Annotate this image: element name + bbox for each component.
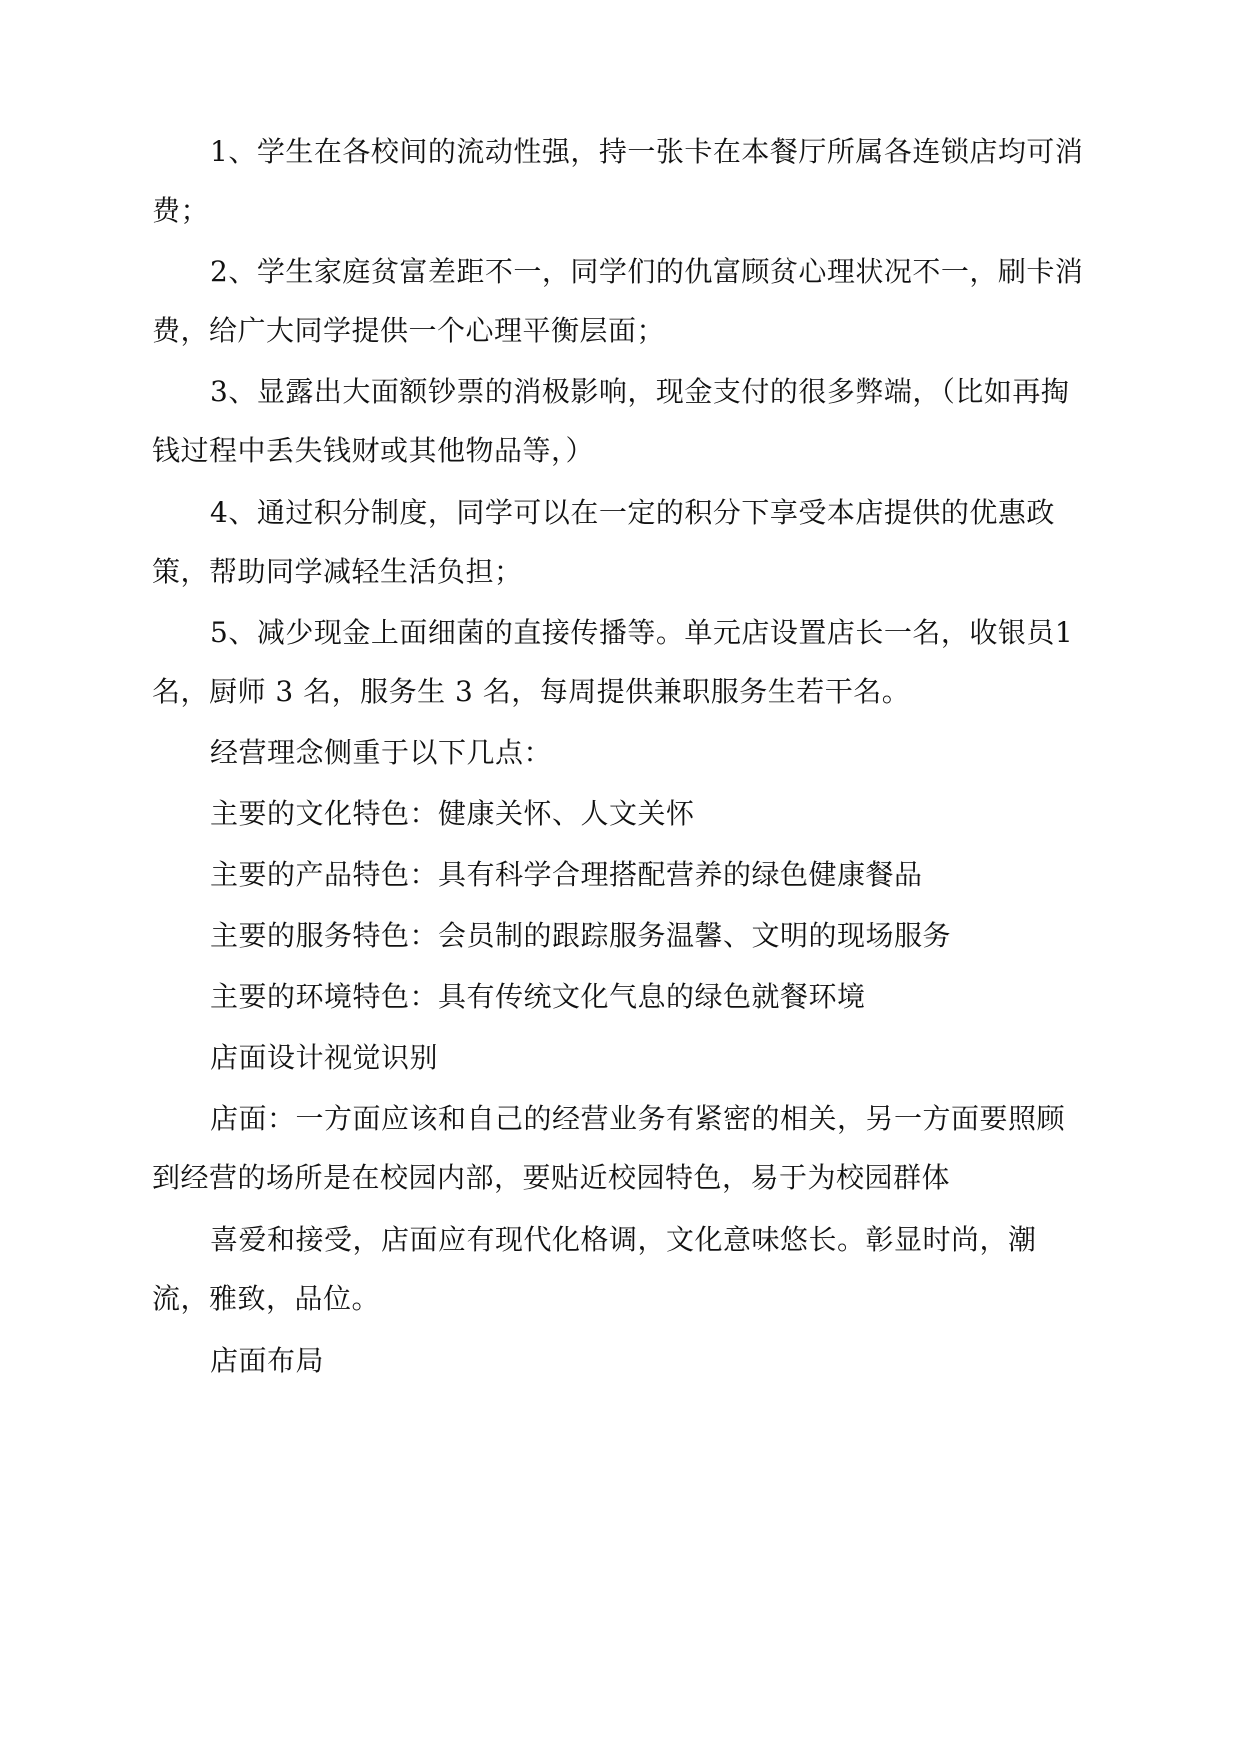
paragraph-storefront-style: 喜爱和接受，店面应有现代化格调，文化意味悠长。彰显时尚，潮流，雅致，品位。 bbox=[152, 1223, 1037, 1315]
paragraph-1: 1、学生在各校间的流动性强，持一张卡在本餐厅所属各连锁店均可消费； bbox=[152, 135, 1084, 227]
paragraph-product-feature: 主要的产品特色：具有科学合理搭配营养的绿色健康餐品 bbox=[210, 858, 923, 891]
paragraph-environment-feature: 主要的环境特色：具有传统文化气息的绿色就餐环境 bbox=[210, 980, 866, 1013]
paragraph-4: 4、通过积分制度，同学可以在一定的积分下享受本店提供的优惠政策，帮助同学减轻生活负担； bbox=[152, 496, 1055, 588]
paragraph-5: 5、减少现金上面细菌的直接传播等。单元店设置店长一名，收银员1 名，厨师 3 名，服务生 3 名，每周提供兼职服务生若干名。 bbox=[152, 616, 1074, 708]
paragraph-culture-feature: 主要的文化特色：健康关怀、人文关怀 bbox=[210, 797, 695, 830]
paragraph-3: 3、显露出大面额钞票的消极影响，现金支付的很多弊端，（比如再掏钱过程中丢失钱财或其他物品等，） bbox=[152, 375, 1070, 467]
paragraph-layout-heading: 店面布局 bbox=[210, 1344, 325, 1377]
paragraph-business-philosophy: 经营理念侧重于以下几点： bbox=[210, 736, 553, 769]
paragraph-storefront: 店面：一方面应该和自己的经营业务有紧密的相关，另一方面要照顾到经营的场所是在校园内部，要贴近校园特色，易于为校园群体 bbox=[152, 1102, 1066, 1194]
paragraph-storefront-vi-heading: 店面设计视觉识别 bbox=[210, 1041, 439, 1074]
paragraph-service-feature: 主要的服务特色：会员制的跟踪服务温馨、文明的现场服务 bbox=[210, 919, 952, 952]
paragraph-2: 2、学生家庭贫富差距不一，同学们的仇富顾贫心理状况不一，刷卡消费，给广大同学提供一个心理平衡层面； bbox=[152, 255, 1084, 347]
